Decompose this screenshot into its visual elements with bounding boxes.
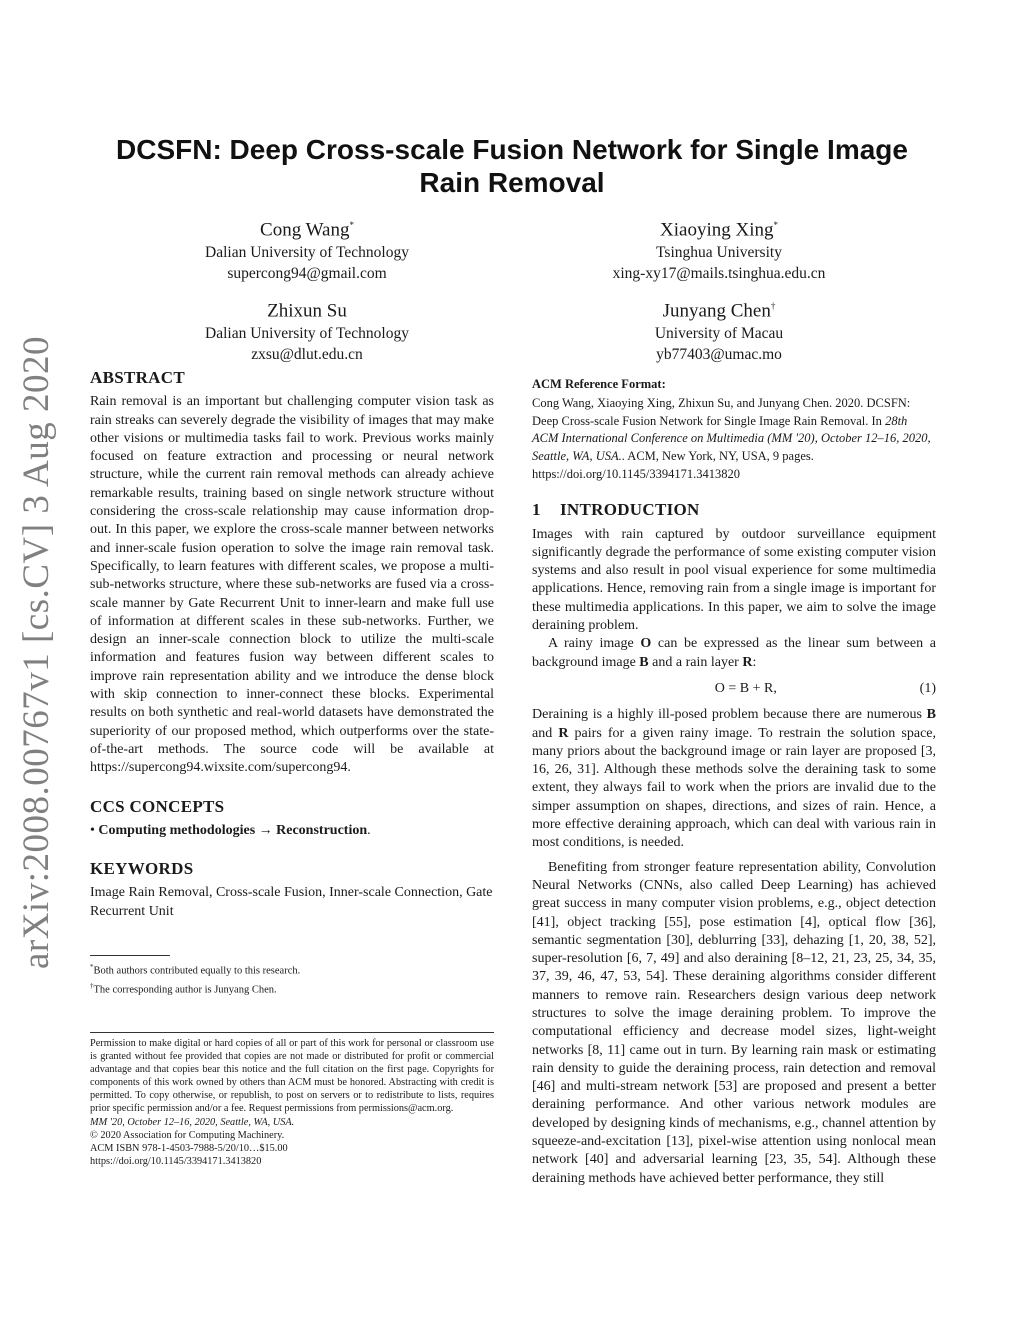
author-email: xing-xy17@mails.tsinghua.edu.cn <box>612 265 826 283</box>
doi-link[interactable]: https://doi.org/10.1145/3394171.3413820 <box>90 1155 262 1167</box>
footnote-rule <box>90 955 170 956</box>
equation-number: (1) <box>919 680 936 696</box>
equation-body: O = B + R, <box>714 680 777 696</box>
abstract-text: Rain removal is an important but challenging computer vision task as rain streaks can severely degrade the visibility of images that may make other visions or multimedia tasks fail to work. Previous works mainly focused on feature extraction and processing or neural network structure, while the current rain removal methods can already achieve remarkable results, training based on single network structure without considering the cross-scale relationship may cause information drop-out. In this paper, we explore the cross-scale manner between networks and inner-scale fusion operation to solve the image rain removal task. Specifically, to learn features with different scales, we propose a multi-sub-networks structure, where these sub-networks are fused via a cross-scale manner by Gate Recurrent Unit to inner-learn and make full use of information at different scales in these sub-networks. Further, we design an inner-scale connection block to utilize the multi-scale information and features fusion way between different scales to improve rain representation ability and we introduce the dense block with skip connection to inner-connect these blocks. Experimental results on both synthetic and real-world datasets have demonstrated the superiority of our proposed method, which outperforms over the state-of-the-art methods. The source code will be available at https://supercong94.wixsite.com/supercong94. <box>90 394 494 776</box>
ccs-concepts: • Computing methodologies → Reconstruction. <box>90 822 371 838</box>
permission-text: Permission to make digital or hard copies of all or part of this work for personal or classroom use is granted without fee provided that copies are not made or distributed for profit or commercial advantage and that copies bear this notice and the full citation on the first page. Copyrights for components of this work owned by others than ACM must be honored. Abstracting with credit is permitted. To copy otherwise, or republish, to post on servers or to redistribute to lists, requires prior specific permission and/or a fee. Request permissions from permissions@acm.org. <box>90 1038 494 1115</box>
author-name: Junyang Chen† <box>662 300 776 322</box>
intro-paragraph: A rainy image O can be expressed as the linear sum between a background image B and a rain layer R: <box>532 636 936 670</box>
footnote: †The corresponding author is Junyang Chen. <box>90 981 277 996</box>
intro-paragraph: Images with rain captured by outdoor surveillance equipment significantly degrade the performance of some existing computer vision systems and also result in pool visual experience for some multimedia applications. Hence, removing rain from a single image is important for these multimedia applications. In this paper, we aim to solve the image deraining problem. <box>532 526 936 634</box>
conference-venue: MM '20, October 12–16, 2020, Seattle, WA, USA. <box>90 1116 295 1128</box>
author-name: Zhixun Su <box>267 300 347 322</box>
author-block <box>117 294 497 365</box>
intro-paragraph: Benefiting from stronger feature representation ability, Convolution Neural Networks (CNNs, also called Deep Learning) has achieved great success in many computer vision problems, e.g., object detection [41], object tracking [55], pose estimation [4], optical flow [36], semantic segmentation [30], deblurring [33], dehazing [1, 20, 38, 52], super-resolution [6, 7, 49] and also deraining [8–12, 21, 23, 25, 34, 35, 37, 39, 46, 47, 53, 54]. These deraining algorithms consider different manners to remove rain. Researchers design various deep network structures to solve the image deraining problem. To improve the computational efficiency and decrease model sizes, light-weight networks [8, 11] came out in turn. By learning rain mask or estimating rain density to guide the deraining process, rain detection and removal [46] and multi-stream network [53] are proposed and present a better deraining performance. And other various network modules are developed by designing kinds of mechanisms, e.g., channel attention by squeeze-and-excitation [13], pixel-wise attention using nonlocal mean network [40] and adversarial learning [23, 35, 54]. Although these deraining methods have achieved better performance, they still <box>532 859 936 1186</box>
right-column <box>532 375 936 1188</box>
ccs-concept: Computing methodologies → Reconstruction <box>98 822 368 838</box>
left-column <box>90 369 494 1168</box>
equation-1 <box>532 680 936 698</box>
keywords-heading: KEYWORDS <box>90 859 194 879</box>
reference-format-heading: ACM Reference Format: <box>532 377 666 391</box>
ccs-heading: CCS CONCEPTS <box>90 796 225 816</box>
paper-title: DCSFN: Deep Cross-scale Fusion Network for Single Image Rain Removal <box>116 134 908 198</box>
abstract-heading: ABSTRACT <box>90 368 185 387</box>
author-name: Cong Wang* <box>260 219 354 241</box>
author-affiliation: Tsinghua University <box>656 244 782 262</box>
author-email: supercong94@gmail.com <box>227 265 387 283</box>
permission-notice <box>90 1037 494 1168</box>
intro-paragraph: Deraining is a highly ill-posed problem because there are numerous B and R pairs for a given rainy image. To restrain the solution space, many priors about the background image or rain layer are proposed [3, 16, 26, 31]. Although these methods solve the deraining task to some extent, they always fail to work when the priors are invalid due to the simper assumption on shapes, directions, and sizes of rain. Hence, a more effective deraining approach, which can deal with various rain in most conditions, is needed. <box>532 707 936 851</box>
author-email: yb77403@umac.mo <box>656 346 782 364</box>
author-block <box>117 213 497 284</box>
author-email: zxsu@dlut.edu.cn <box>251 346 363 364</box>
author-affiliation: Dalian University of Technology <box>205 244 409 262</box>
arxiv-id: arXiv:2008.00767v1 [cs.CV] 3 Aug 2020 <box>16 335 58 969</box>
author-affiliation: University of Macau <box>654 325 784 343</box>
author-name: Xiaoying Xing* <box>660 219 778 241</box>
author-affiliation: Dalian University of Technology <box>205 325 409 343</box>
keywords-text: Image Rain Removal, Cross-scale Fusion, Inner-scale Connection, Gate Recurrent Unit <box>90 885 493 919</box>
isbn-line: ACM ISBN 978-1-4503-7988-5/20/10…$15.00 <box>90 1142 288 1154</box>
introduction-heading: 1 INTRODUCTION <box>532 500 700 520</box>
arxiv-stamp <box>12 335 62 969</box>
reference-format-text: Cong Wang, Xiaoying Xing, Zhixun Su, and Junyang Chen. 2020. DCSFN: Deep Cross-scale Fusion Network for Single Image Rain Removal. In 28th ACM International Conference on Multimedia (MM '20), October 12–16, 2020, Seattle, WA, USA.. ACM, New York, NY, USA, 9 pages. https://doi.org/10.1145/3394171.3413820 <box>532 396 931 481</box>
footnote: *Both authors contributed equally to this research. <box>90 963 301 977</box>
permission-rule <box>90 1032 494 1033</box>
author-block <box>529 213 909 284</box>
author-block <box>529 294 909 365</box>
copyright-line: © 2020 Association for Computing Machinery. <box>90 1129 285 1141</box>
